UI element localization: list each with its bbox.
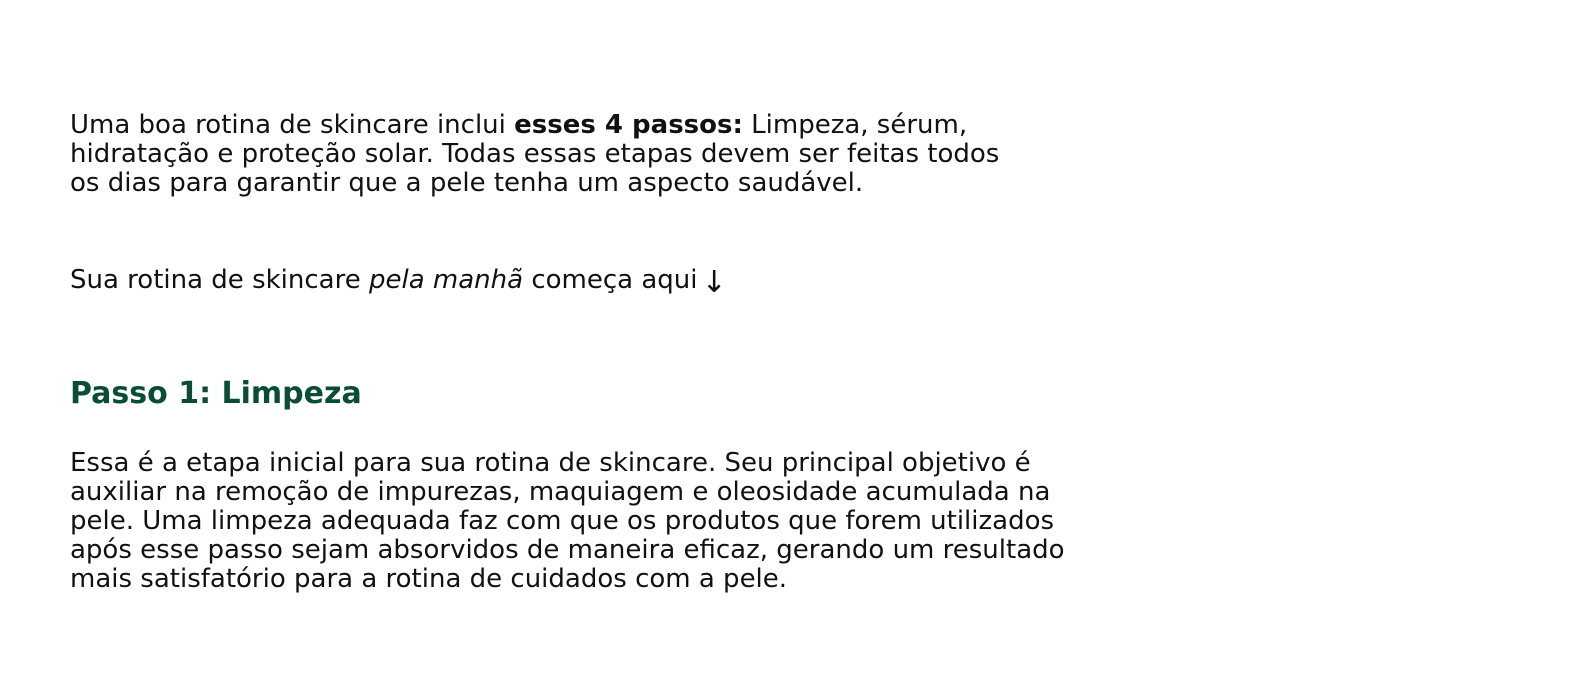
intro-bold-text: esses 4 passos:	[514, 110, 743, 140]
step-1-body: Essa é a etapa inicial para sua rotina de skincare. Seu principal objetivo é auxiliar na remoção de impurezas, maquiagem e oleosidade acumulada na pele. Uma limpeza adequada faz com que os produtos que forem utilizados após esse passo sejam absorvidos de maneira eficaz, gerando um resultado mais satisfatório para a rotina de cuidados com a pele.	[70, 448, 1065, 594]
morning-text-start: Sua rotina de skincare	[70, 265, 369, 295]
intro-text-end: Limpeza, sérum, hidratação e proteção solar. Todas essas etapas devem ser feitas todos os dias para garantir que a pele tenha um aspecto saudável.	[70, 110, 1000, 198]
step-1-title: Passo 1: Limpeza	[70, 376, 362, 411]
intro-paragraph	[70, 111, 1030, 198]
morning-italic-text: pela manhã	[368, 265, 524, 295]
morning-text-end: começa aqui	[523, 265, 698, 295]
morning-routine-line	[70, 265, 727, 300]
arrow-down-icon: ↓	[701, 265, 727, 300]
intro-text-start: Uma boa rotina de skincare inclui	[70, 110, 515, 140]
